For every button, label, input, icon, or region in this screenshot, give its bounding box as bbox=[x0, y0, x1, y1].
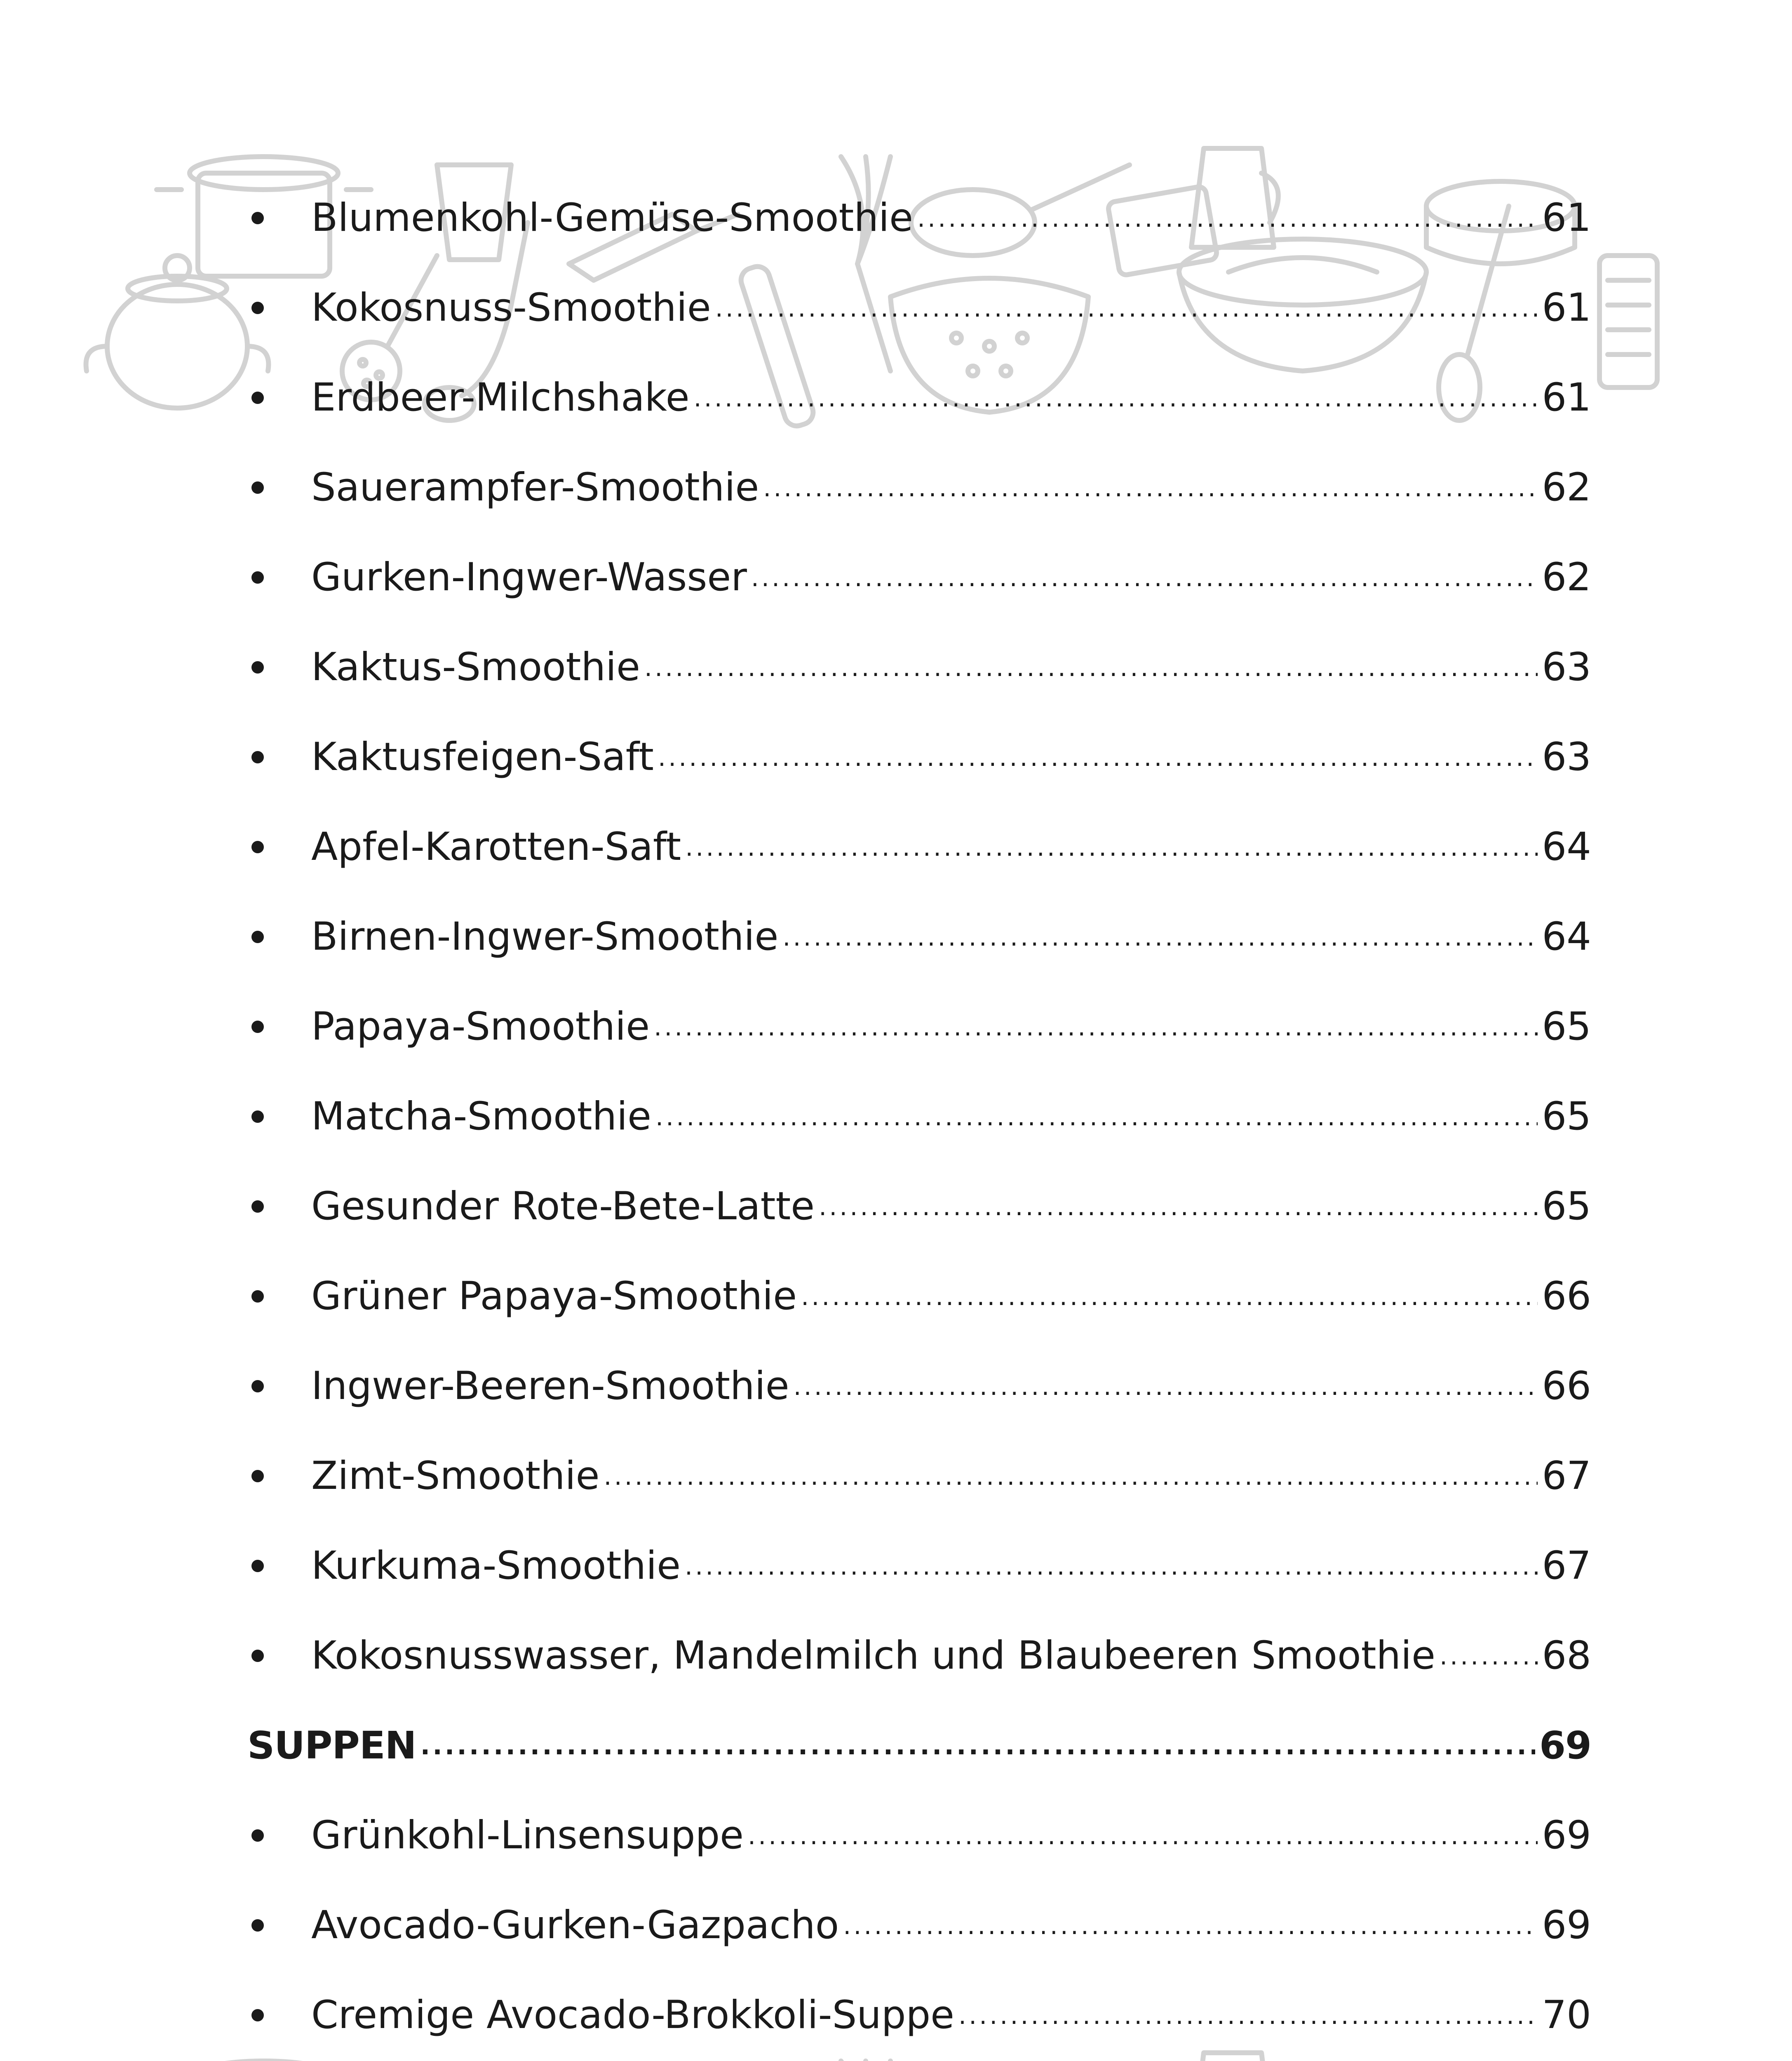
toc-entry-title: Kokosnusswasser, Mandelmilch und Blaubeeren Smoothie bbox=[311, 1633, 1435, 1678]
dot-leader bbox=[748, 1824, 1538, 1880]
dot-leader bbox=[654, 1015, 1538, 1072]
toc-entry-title: Cremige Avocado-Brokkoli-Suppe bbox=[311, 1993, 954, 2038]
dot-leader bbox=[958, 2003, 1538, 2060]
toc-entry-title: Gurken-Ingwer-Wasser bbox=[311, 555, 747, 600]
dot-leader bbox=[694, 386, 1538, 443]
toc-entry-title: Erdbeer-Milchshake bbox=[311, 375, 690, 420]
toc-entry-page: 65 bbox=[1542, 1094, 1591, 1139]
toc-entry[interactable] bbox=[247, 1072, 1591, 1162]
toc-entry[interactable] bbox=[247, 1162, 1591, 1251]
toc-entry-title: Grünkohl-Linsensuppe bbox=[311, 1813, 744, 1858]
bullet-icon bbox=[251, 1560, 264, 1572]
dot-leader bbox=[685, 835, 1538, 892]
toc-entry-title: Ingwer-Beeren-Smoothie bbox=[311, 1364, 789, 1408]
toc-entry[interactable] bbox=[247, 1970, 1591, 2060]
toc-entry-title: Papaya-Smoothie bbox=[311, 1004, 650, 1049]
toc-entry-title: Apfel-Karotten-Saft bbox=[311, 824, 681, 869]
toc-entry[interactable] bbox=[247, 1611, 1591, 1701]
toc-entry-page: 64 bbox=[1542, 914, 1591, 959]
toc-entry[interactable] bbox=[247, 533, 1591, 622]
toc-entry-title: Grüner Papaya-Smoothie bbox=[311, 1274, 797, 1319]
toc-entry-page: 61 bbox=[1542, 285, 1591, 330]
bullet-icon bbox=[251, 1200, 264, 1213]
toc-entry-page: 64 bbox=[1542, 824, 1591, 869]
toc-entry-page: 65 bbox=[1542, 1004, 1591, 1049]
toc-entry-page: 65 bbox=[1542, 1184, 1591, 1229]
grater-icon bbox=[1599, 256, 1657, 387]
toc-entry[interactable] bbox=[247, 622, 1591, 712]
bullet-icon bbox=[251, 1110, 264, 1123]
toc-entry-title: Kaktus-Smoothie bbox=[311, 645, 640, 690]
toc-entry-title: Blumenkohl-Gemüse-Smoothie bbox=[311, 195, 913, 240]
toc-entry-page: 70 bbox=[1542, 1993, 1591, 2038]
bullet-icon bbox=[251, 392, 264, 404]
dot-leader bbox=[782, 925, 1538, 982]
dot-leader bbox=[763, 476, 1538, 533]
toc-entry[interactable] bbox=[247, 712, 1591, 802]
toc-entry[interactable] bbox=[247, 263, 1591, 353]
bullet-icon bbox=[251, 841, 264, 853]
bullet-icon bbox=[251, 571, 264, 584]
bullet-icon bbox=[251, 661, 264, 674]
toc-entry-page: 63 bbox=[1542, 645, 1591, 690]
bullet-icon bbox=[251, 751, 264, 763]
toc-entry-title: Sauerampfer-Smoothie bbox=[311, 465, 759, 510]
bullet-icon bbox=[251, 1829, 264, 1842]
toc-entry-title: Kurkuma-Smoothie bbox=[311, 1543, 681, 1588]
bullet-icon bbox=[251, 302, 264, 314]
bullet-icon bbox=[251, 481, 264, 494]
toc-section-heading[interactable] bbox=[247, 1701, 1591, 1791]
dot-leader bbox=[658, 745, 1538, 802]
toc-entry[interactable] bbox=[247, 1791, 1591, 1880]
dot-leader bbox=[644, 655, 1538, 712]
toc-entry-page: 62 bbox=[1542, 555, 1591, 600]
toc-entry-page: 62 bbox=[1542, 465, 1591, 510]
bullet-icon bbox=[251, 1919, 264, 1932]
toc-entry-page: 66 bbox=[1542, 1364, 1591, 1408]
toc-entry[interactable] bbox=[247, 1251, 1591, 1341]
toc-entry-page: 68 bbox=[1542, 1633, 1591, 1678]
toc-entry-title: Avocado-Gurken-Gazpacho bbox=[311, 1903, 839, 1948]
bullet-icon bbox=[251, 1380, 264, 1392]
toc-entry[interactable] bbox=[247, 1521, 1591, 1611]
dot-leader bbox=[1440, 1644, 1538, 1701]
toc-entry-page: 61 bbox=[1542, 195, 1591, 240]
dot-leader bbox=[715, 296, 1538, 353]
toc-entry-page: 66 bbox=[1542, 1274, 1591, 1319]
dot-leader bbox=[819, 1195, 1538, 1251]
toc-entry[interactable] bbox=[247, 443, 1591, 533]
toc-entry[interactable] bbox=[247, 1431, 1591, 1521]
toc-entry-page: 67 bbox=[1542, 1543, 1591, 1588]
toc-entry-title: Birnen-Ingwer-Smoothie bbox=[311, 914, 779, 959]
bullet-icon bbox=[251, 1470, 264, 1482]
toc-entry[interactable] bbox=[247, 802, 1591, 892]
toc-entry[interactable] bbox=[247, 1341, 1591, 1431]
toc-entry-title: Gesunder Rote-Bete-Latte bbox=[311, 1184, 815, 1229]
toc-entry-title: Matcha-Smoothie bbox=[311, 1094, 651, 1139]
toc-entry-title: Kokosnuss-Smoothie bbox=[311, 285, 711, 330]
dot-leader bbox=[685, 1554, 1538, 1611]
bullet-icon bbox=[251, 931, 264, 943]
toc-entry-title: Kaktusfeigen-Saft bbox=[311, 735, 654, 779]
bullet-icon bbox=[251, 1650, 264, 1662]
dot-leader bbox=[604, 1464, 1538, 1521]
dot-leader bbox=[843, 1913, 1538, 1970]
toc-entry-page: 61 bbox=[1542, 375, 1591, 420]
dot-leader bbox=[794, 1374, 1538, 1431]
toc-section-title: SUPPEN bbox=[247, 1723, 416, 1768]
table-of-contents bbox=[247, 173, 1591, 2061]
toc-entry-page: 63 bbox=[1542, 735, 1591, 779]
dot-leader bbox=[917, 206, 1538, 263]
bullet-icon bbox=[251, 1021, 264, 1033]
toc-entry-page: 69 bbox=[1542, 1813, 1591, 1858]
toc-entry-title: Zimt-Smoothie bbox=[311, 1453, 600, 1498]
toc-section-page: 69 bbox=[1539, 1723, 1591, 1768]
dot-leader bbox=[655, 1105, 1538, 1162]
toc-entry-page: 69 bbox=[1542, 1903, 1591, 1948]
dot-leader bbox=[801, 1284, 1538, 1341]
toc-entry[interactable] bbox=[247, 1880, 1591, 1970]
toc-entry[interactable] bbox=[247, 353, 1591, 443]
bullet-icon bbox=[251, 2009, 264, 2021]
bullet-icon bbox=[251, 1290, 264, 1303]
toc-entry[interactable] bbox=[247, 982, 1591, 1072]
toc-entry[interactable] bbox=[247, 173, 1591, 263]
toc-entry-page: 67 bbox=[1542, 1453, 1591, 1498]
bullet-icon bbox=[251, 212, 264, 224]
dot-leader bbox=[420, 1733, 1535, 1791]
dot-leader bbox=[751, 566, 1538, 622]
toc-entry[interactable] bbox=[247, 892, 1591, 982]
